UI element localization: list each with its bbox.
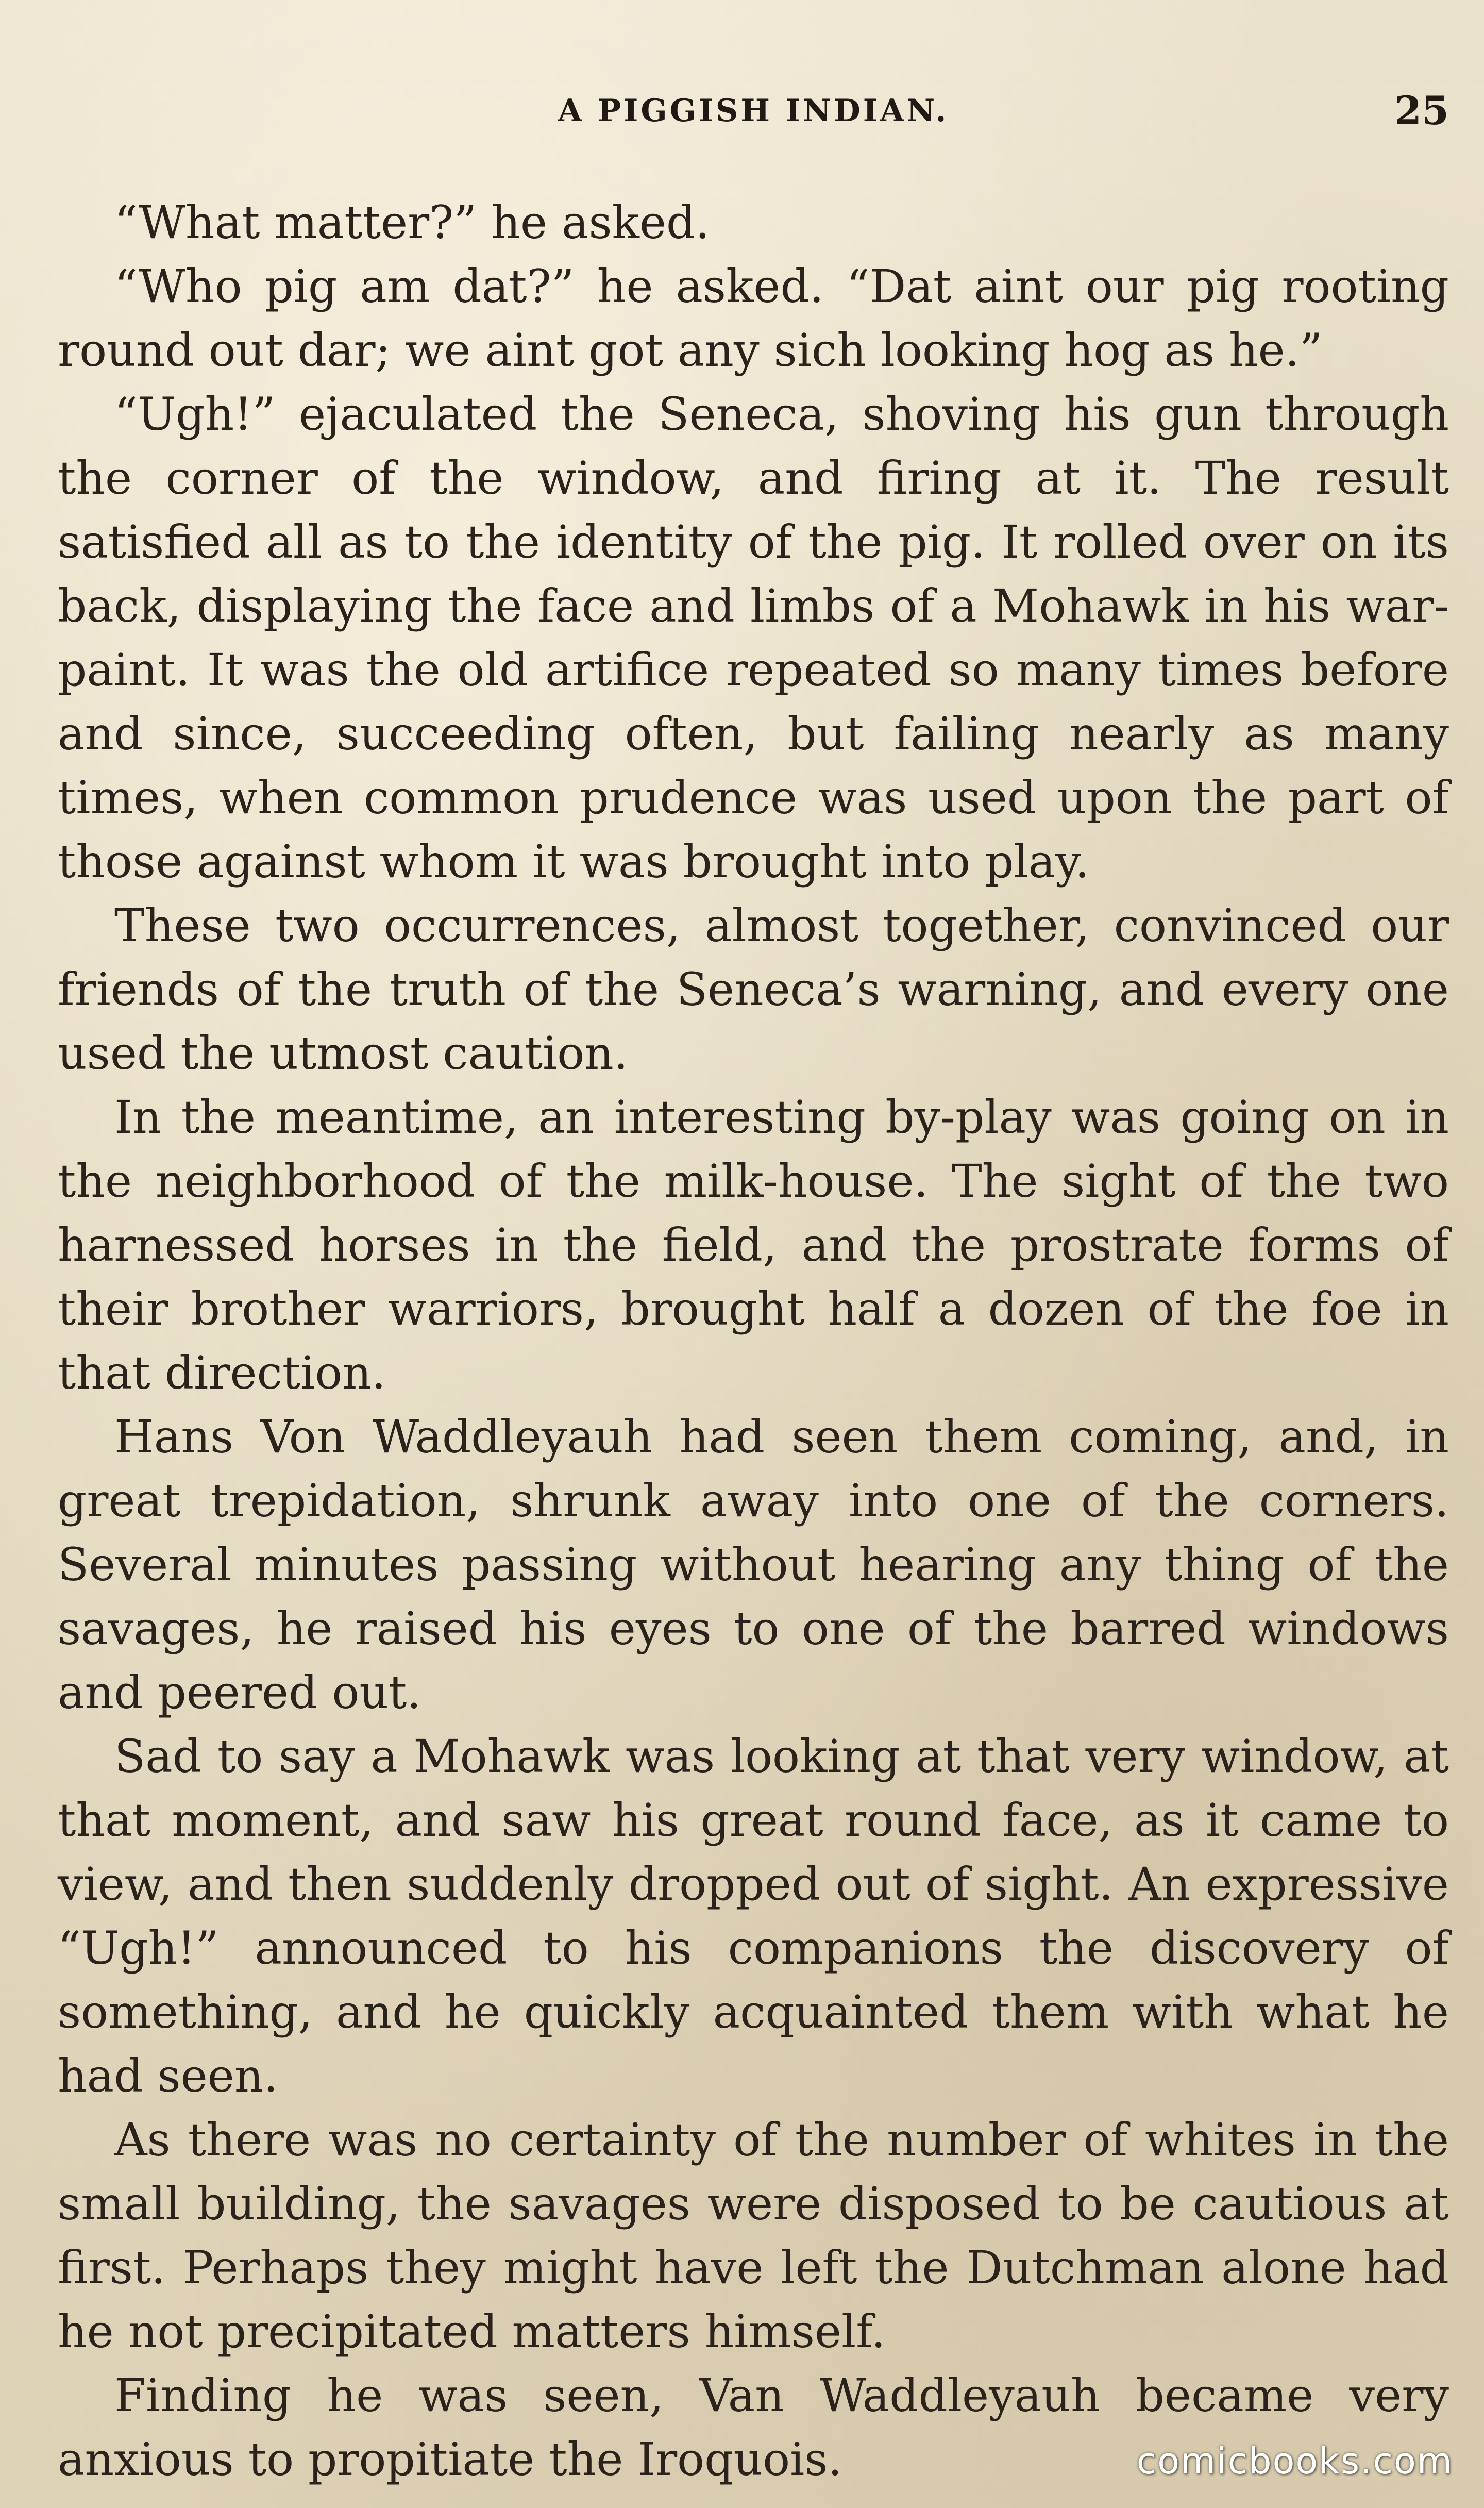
watermark: comicbooks.com (1136, 2440, 1453, 2482)
paragraph-9: Finding he was seen, Van Waddleyauh became very anxious to propitiate the Iroquois. (58, 2369, 1449, 2486)
paragraph-8: As there was no certainty of the number of whites in the small building, the savages were disposed to be cautious at first. Perhaps they might have left the Dutchman alone had he not precipitated matters himself. (58, 2113, 1449, 2358)
paragraph-5: In the meantime, an interesting by-play was going on in the neighborhood of the milk-house. The sight of the two harnessed horses in the field, and the prostrate forms of their brother warriors, brought half a dozen of the foe in that direction. (58, 1091, 1449, 1399)
page-number: 25 (1394, 88, 1449, 133)
body-text (58, 191, 1449, 2492)
paragraph-1: “What matter?” he asked. (114, 196, 710, 249)
paragraph-4: These two occurrences, almost together, convinced our friends of the truth of the Seneca’s warning, and every one used the utmost caution. (58, 899, 1449, 1080)
page-header (58, 88, 1449, 144)
paragraph-3: “Ugh!” ejaculated the Seneca, shoving his gun through the corner of the window, and firing at it. The result satisfied all as to the identity of the pig. It rolled over on its back, displaying the face and limbs of a Mohawk in his war-paint. It was the old artifice repeated so many times before and since, succeeding often, but failing nearly as many times, when common prudence was used upon the part of those against whom it was brought into play. (58, 388, 1449, 888)
paragraph-2: “Who pig am dat?” he asked. “Dat aint our pig rooting round out dar; we aint got any sich looking hog as he.” (58, 260, 1449, 377)
paragraph-7: Sad to say a Mohawk was looking at that very window, at that moment, and saw his great round face, as it came to view, and then suddenly dropped out of sight. An expressive “Ugh!” announced to his companions the discovery of something, and he quickly acquainted them with what he had seen. (58, 1730, 1449, 2102)
paragraph-6: Hans Von Waddleyauh had seen them coming, and, in great trepidation, shrunk away into one of the corners. Several minutes passing without hearing any thing of the savages, he raised his eyes to one of the barred windows and peered out. (58, 1410, 1449, 1719)
running-head: A PIGGISH INDIAN. (558, 93, 949, 129)
